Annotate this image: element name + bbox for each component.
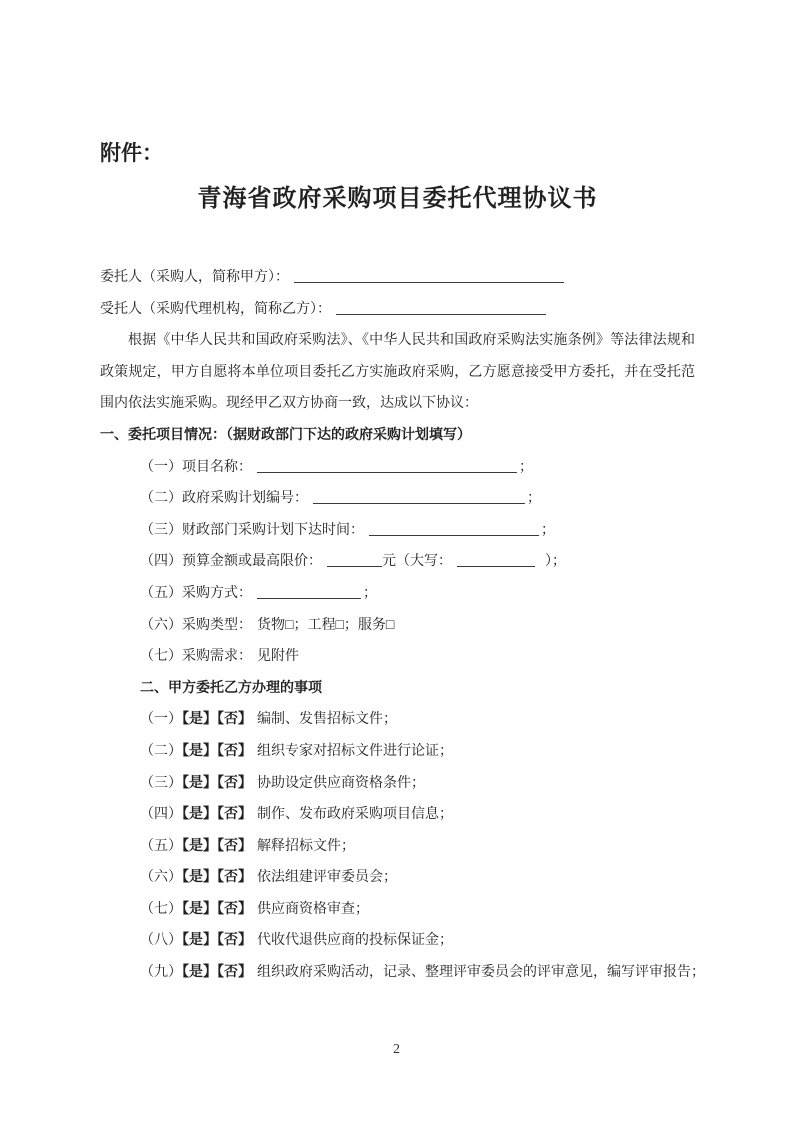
section1-item-plan-number <box>100 483 695 515</box>
yes-no-options: 【是】【否】 <box>182 901 252 917</box>
item-number: （一） <box>140 712 182 728</box>
item-number: （三） <box>140 775 182 791</box>
item-text: 编制、发售招标文件； <box>257 712 397 728</box>
section2-heading: 二、甲方委托乙方办理的事项 <box>140 680 322 696</box>
section2-item-8 <box>100 925 695 957</box>
item-text: 制作、发布政府采购项目信息； <box>257 807 453 823</box>
party-b-label: 受托人（采购代理机构，简称乙方）： <box>100 301 331 317</box>
section1-heading: 一、委托项目情况：（据财政部门下达的政府采购计划填写） <box>100 427 471 443</box>
party-line-b <box>100 294 695 326</box>
procurement-type-checkboxes: 货物□；工程□；服务□ <box>257 617 395 633</box>
yes-no-options: 【是】【否】 <box>182 870 252 886</box>
section2-item-9 <box>100 957 705 989</box>
yes-no-options: 【是】【否】 <box>182 743 252 759</box>
yes-no-options: 【是】【否】 <box>182 838 252 854</box>
yes-no-options: 【是】【否】 <box>182 965 252 981</box>
section2-item-7 <box>100 894 695 926</box>
section1-item-project-name <box>100 452 695 484</box>
item-suffix: ； <box>519 459 533 475</box>
item-label: （五）采购方式： <box>140 585 252 601</box>
preamble-paragraph: 根据《中华人民共和国政府采购法》、《中华人民共和国政府采购法实施条例》等法律法规和政策规定，甲方自愿将本单位项目委托乙方实施政府采购，乙方愿意接受甲方委托，并在受托范围内依法实施采购。现经甲乙双方协商一致，达成以下协议： <box>100 333 695 412</box>
item-text: 组织专家对招标文件进行论证； <box>257 743 453 759</box>
section2-item-2 <box>100 736 695 768</box>
yes-no-options: 【是】【否】 <box>182 807 252 823</box>
yes-no-options: 【是】【否】 <box>182 933 252 949</box>
plan-issue-time-blank <box>369 519 539 536</box>
item-number: （六） <box>140 870 182 886</box>
item-text: 依法组建评审委员会； <box>257 870 397 886</box>
section1-item-procurement-demand <box>100 641 695 673</box>
item-number: （四） <box>140 807 182 823</box>
budget-mid-label: 元（大写： <box>382 554 452 570</box>
item-label: （六）采购类型： <box>140 617 252 633</box>
item-label: （三）财政部门采购计划下达时间： <box>140 522 364 538</box>
document-title: 青海省政府采购项目委托代理协议书 <box>197 186 598 212</box>
section1-item-procurement-type <box>100 610 695 642</box>
yes-no-options: 【是】【否】 <box>182 775 252 791</box>
item-label: （四）预算金额或最高限价： <box>140 554 322 570</box>
item-label: （一）项目名称： <box>140 459 252 475</box>
item-label: （二）政府采购计划编号： <box>140 491 308 507</box>
budget-amount-blank <box>327 550 382 567</box>
project-name-blank <box>257 456 517 473</box>
party-line-a <box>100 262 695 294</box>
item-number: （七） <box>140 901 182 917</box>
section2-item-4 <box>100 799 695 831</box>
item-number: （五） <box>140 838 182 854</box>
section1-item-procurement-method <box>100 578 695 610</box>
item-number: （八） <box>140 933 182 949</box>
party-a-label: 委托人（采购人，简称甲方）： <box>100 270 289 285</box>
procurement-method-blank <box>257 582 361 599</box>
attachment-label: 附件： <box>100 141 163 165</box>
item-label: （七）采购需求： <box>140 649 252 665</box>
item-text: 供应商资格审查； <box>257 901 369 917</box>
parties-block <box>100 262 695 325</box>
item-text: 代收代退供应商的投标保证金； <box>257 933 453 949</box>
page-number: 2 <box>393 1042 400 1057</box>
section1-item-budget <box>100 546 695 578</box>
section2-item-1 <box>100 704 695 736</box>
section2-item-3 <box>100 768 695 800</box>
budget-words-blank <box>457 550 535 567</box>
item-text: 协助设定供应商资格条件； <box>257 775 425 791</box>
item-text: 组织政府采购活动，记录、整理评审委员会的评审意见，编写评审报告； <box>257 965 705 981</box>
plan-number-blank <box>313 487 525 504</box>
item-number: （二） <box>140 743 182 759</box>
item-suffix: ）； <box>545 554 566 570</box>
section1-item-plan-issue-time <box>100 515 695 547</box>
procurement-demand-value: 见附件 <box>257 649 299 665</box>
yes-no-options: 【是】【否】 <box>182 712 252 728</box>
item-text: 解释招标文件； <box>257 838 355 854</box>
item-suffix: ； <box>527 491 541 507</box>
section2-item-6 <box>100 862 695 894</box>
party-a-fill-in-blank <box>294 266 564 283</box>
item-suffix: ； <box>541 522 555 538</box>
section2-item-5 <box>100 831 695 863</box>
item-suffix: ； <box>363 585 377 601</box>
party-b-fill-in-blank <box>336 298 546 315</box>
item-number: （九） <box>140 965 182 981</box>
